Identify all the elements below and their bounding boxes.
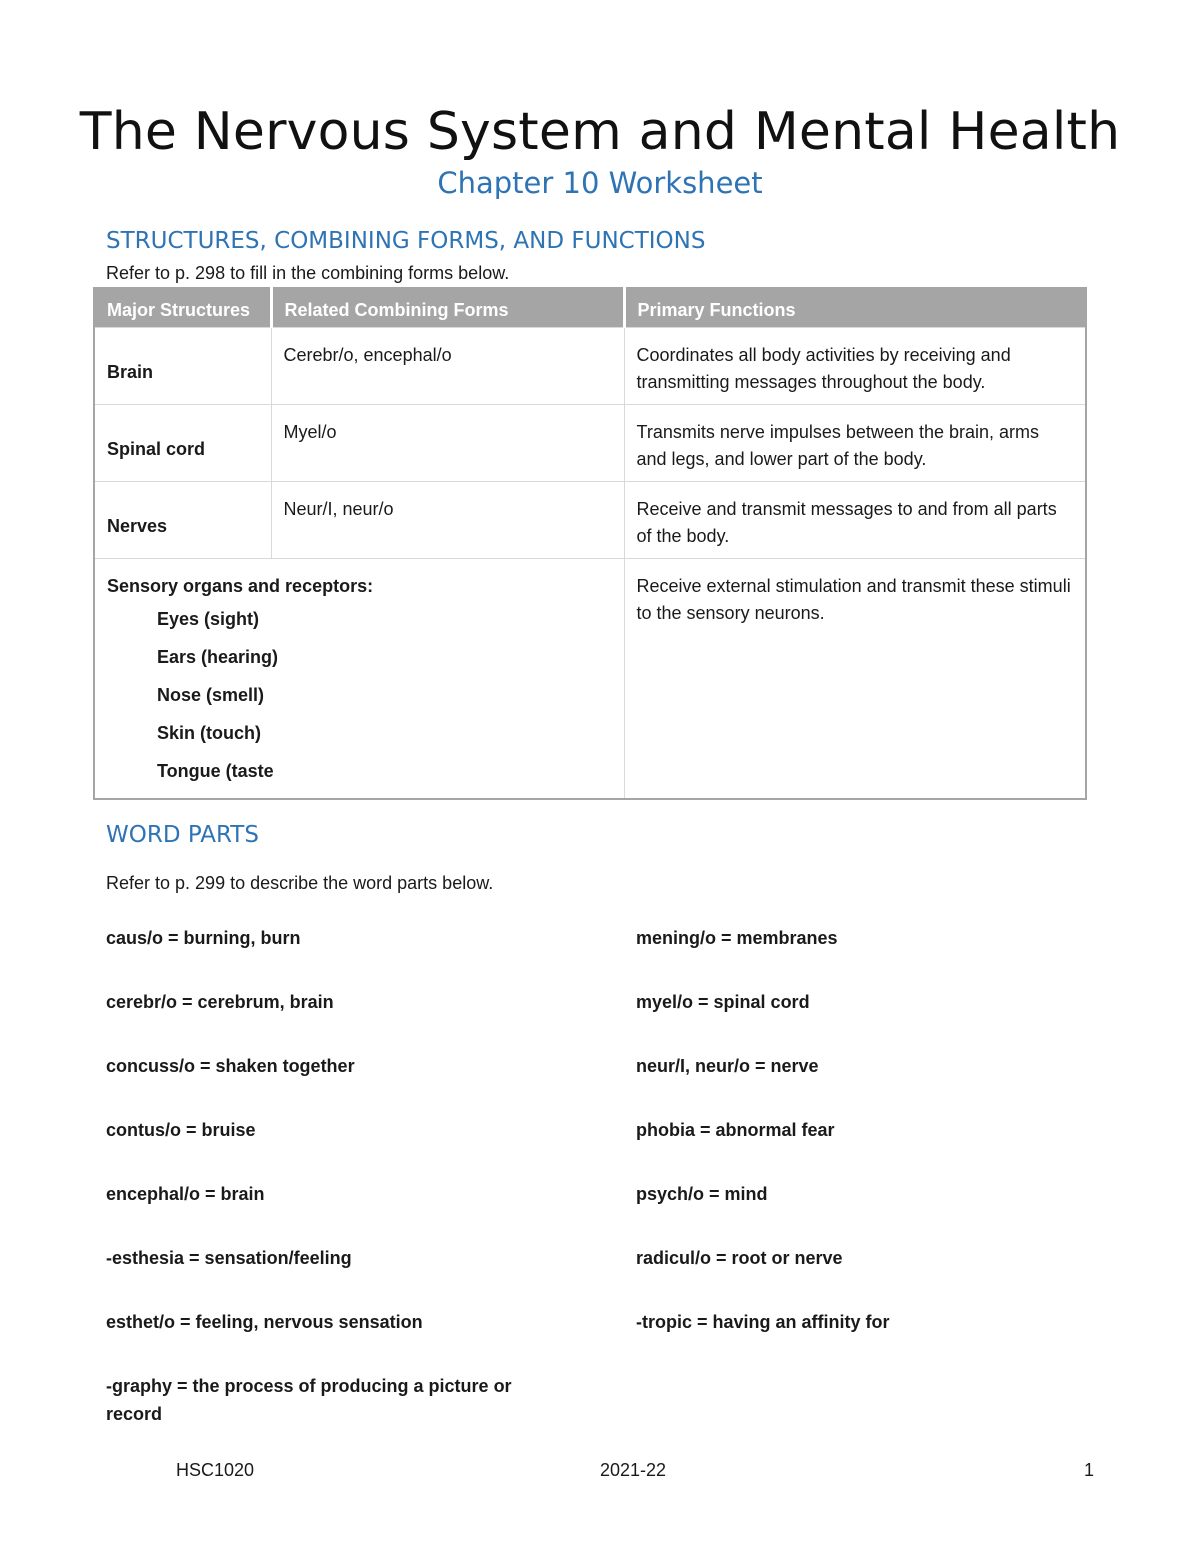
word-part-item: radicul/o = root or nerve [636,1248,843,1268]
table-row [94,481,1086,558]
column-header: Major Structures [94,287,271,327]
structure-cell: Spinal cord [94,404,271,481]
word-part-item: -esthesia = sensation/feeling [106,1248,352,1268]
page-title: The Nervous System and Mental Health [79,102,1121,162]
word-part-item: concuss/o = shaken together [106,1056,355,1076]
function-cell: Receive and transmit messages to and from all parts of the body. [624,481,1086,558]
word-part-item: caus/o = burning, burn [106,928,301,948]
table-row [94,327,1086,404]
word-part-item: contus/o = bruise [106,1120,256,1140]
column-header: Related Combining Forms [271,287,624,327]
list-item: Skin (touch) [157,722,261,743]
word-part-item: psych/o = mind [636,1184,768,1204]
word-part-item: -graphy = the process of producing a picture or record [106,1376,512,1424]
structures-instruction: Refer to p. 298 to fill in the combining forms below. [106,263,510,283]
structures-table [93,287,1087,800]
footer-page-number: 1 [1084,1460,1095,1480]
list-item: Eyes (sight) [157,608,260,629]
word-part-item: mening/o = membranes [636,928,838,948]
sensory-cell [94,558,624,799]
word-parts-instruction: Refer to p. 299 to describe the word parts below. [106,873,494,893]
word-part-item: neur/I, neur/o = nerve [636,1056,819,1076]
word-part-item [636,1370,1106,1434]
sensory-title: Sensory organs and receptors: [107,575,374,596]
list-item: Nose (smell) [157,684,265,705]
structure-cell: Brain [94,327,271,404]
column-header: Primary Functions [624,287,1086,327]
word-part-item: -tropic = having an affinity for [636,1312,890,1332]
word-part-item: cerebr/o = cerebrum, brain [106,992,334,1012]
word-part-item: phobia = abnormal fear [636,1120,835,1140]
function-cell: Coordinates all body activities by receiving and transmitting messages throughout the body. [624,327,1086,404]
word-part-item: myel/o = spinal cord [636,992,810,1012]
word-parts-heading: WORD PARTS [106,822,259,848]
combining-forms-cell: Neur/I, neur/o [271,481,624,558]
function-cell: Receive external stimulation and transmit these stimuli to the sensory neurons. [624,558,1086,799]
function-cell: Transmits nerve impulses between the brain, arms and legs, and lower part of the body. [624,404,1086,481]
combining-forms-cell: Cerebr/o, encephal/o [271,327,624,404]
table-row-sensory [94,558,1086,799]
table-header-row [94,287,1086,327]
combining-forms-cell: Myel/o [271,404,624,481]
word-part-item: encephal/o = brain [106,1184,265,1204]
structures-heading: STRUCTURES, COMBINING FORMS, AND FUNCTIONS [106,228,706,254]
footer-course: HSC1020 [176,1460,255,1480]
list-item: Ears (hearing) [157,646,279,667]
word-parts-list [106,922,1106,1434]
structure-cell: Nerves [94,481,271,558]
page-subtitle: Chapter 10 Worksheet [437,166,763,200]
word-part-item: esthet/o = feeling, nervous sensation [106,1312,423,1332]
footer-year: 2021-22 [600,1460,667,1480]
list-item: Tongue (taste [157,760,274,781]
table-row [94,404,1086,481]
sensory-list [107,600,612,790]
